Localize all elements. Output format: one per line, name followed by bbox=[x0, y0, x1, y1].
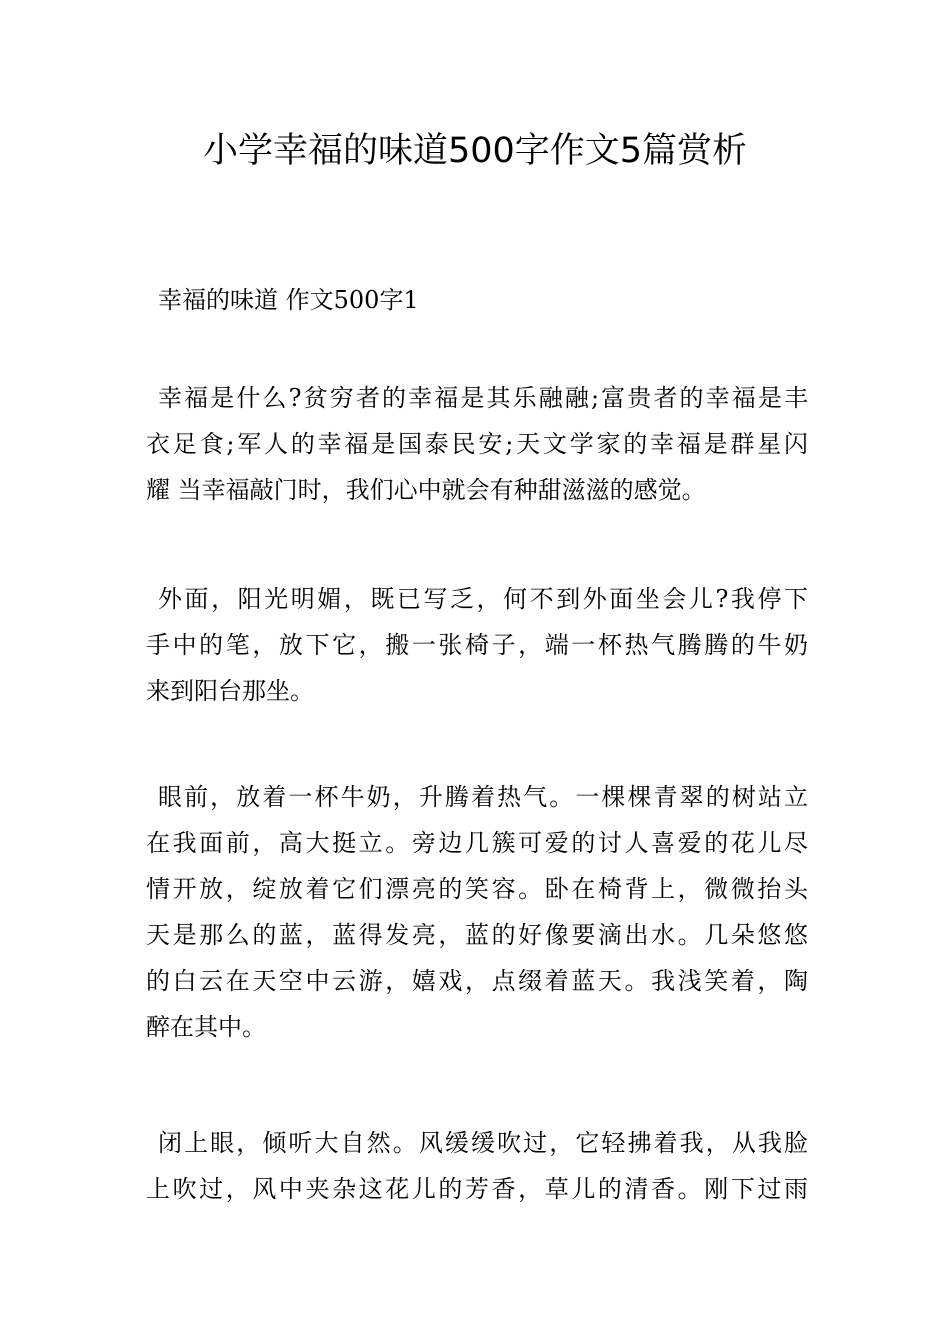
paragraph-line: 的白云在天空中云游，嬉戏，点缀着蓝天。我浅笑着，陶 bbox=[146, 967, 808, 995]
paragraph-line: 耀 当幸福敲门时，我们心中就会有种甜滋滋的感觉。 bbox=[146, 476, 706, 504]
document-title: 小学幸福的味道500字作文5篇赏析 bbox=[202, 131, 748, 171]
paragraph-line: 外面，阳光明媚，既已写乏，何不到外面坐会儿?我停下 bbox=[158, 585, 808, 613]
paragraph-line: 来到阳台那坐。 bbox=[146, 677, 314, 705]
paragraph-line: 闭上眼，倾听大自然。风缓缓吹过，它轻拂着我，从我脸 bbox=[158, 1129, 808, 1157]
paragraph-line: 眼前，放着一杯牛奶，升腾着热气。一棵棵青翠的树站立 bbox=[158, 783, 808, 811]
paragraph-line: 天是那么的蓝，蓝得发亮，蓝的好像要滴出水。几朵悠悠 bbox=[146, 921, 808, 949]
paragraph-line: 醉在其中。 bbox=[146, 1013, 266, 1041]
paragraph-line: 在我面前，高大挺立。旁边几簇可爱的讨人喜爱的花儿尽 bbox=[146, 829, 808, 857]
paragraph-4 bbox=[146, 1120, 808, 1212]
paragraph-1 bbox=[146, 375, 808, 513]
section-heading-text: 幸福的味道 作文500字1 bbox=[158, 286, 419, 314]
paragraph-line: 衣足食;军人的幸福是国泰民安;天文学家的幸福是群星闪 bbox=[146, 430, 808, 458]
paragraph-line: 上吹过，风中夹杂这花儿的芳香，草儿的清香。刚下过雨 bbox=[146, 1175, 808, 1203]
paragraph-2 bbox=[146, 576, 808, 714]
section-heading bbox=[146, 277, 808, 323]
paragraph-line: 手中的笔，放下它，搬一张椅子，端一杯热气腾腾的牛奶 bbox=[146, 631, 808, 659]
paragraph-line: 幸福是什么?贫穷者的幸福是其乐融融;富贵者的幸福是丰 bbox=[158, 384, 808, 412]
paragraph-line: 情开放，绽放着它们漂亮的笑容。卧在椅背上，微微抬头 bbox=[146, 875, 808, 903]
paragraph-3 bbox=[146, 774, 808, 1050]
